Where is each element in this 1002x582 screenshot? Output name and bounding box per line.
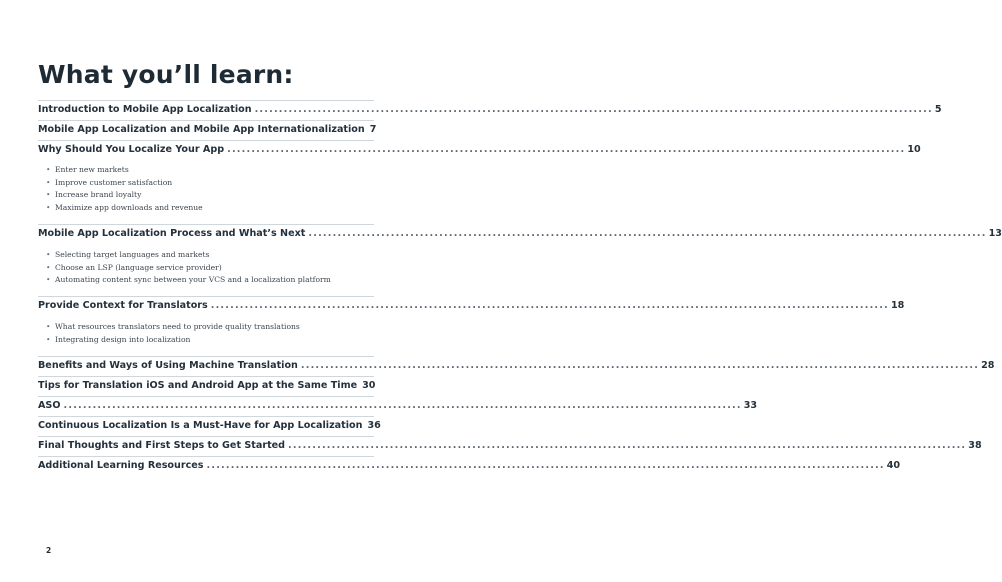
toc-entry-title: Mobile App Localization and Mobile App Internationalization xyxy=(38,124,365,135)
toc-leader-dots xyxy=(255,104,933,115)
toc-subitem: • Maximize app downloads and revenue xyxy=(46,202,203,215)
toc-entry[interactable] xyxy=(38,380,374,394)
toc-entry-page: 38 xyxy=(968,440,982,451)
toc-leader-dots xyxy=(288,440,966,451)
toc-entry[interactable] xyxy=(38,400,758,414)
toc-subitem: • Improve customer satisfaction xyxy=(46,177,203,190)
toc-entry-page: 40 xyxy=(886,460,901,471)
toc-subitem: • Enter new markets xyxy=(46,164,203,177)
toc-entry-page: 5 xyxy=(934,104,942,115)
toc-leader-dots xyxy=(211,300,889,311)
divider xyxy=(38,436,374,437)
toc-entry-page: 36 xyxy=(367,420,381,431)
divider xyxy=(38,296,374,297)
toc-entry-title: Mobile App Localization Process and What’s Next xyxy=(38,228,306,239)
toc-entry[interactable] xyxy=(38,440,982,454)
toc-entry[interactable] xyxy=(38,144,921,158)
bullet-dot: • xyxy=(46,165,51,174)
page-number: 2 xyxy=(46,546,52,555)
bullet-dot: • xyxy=(46,250,51,259)
toc-entry[interactable] xyxy=(38,104,942,118)
toc-entry-page: 30 xyxy=(362,380,376,391)
divider xyxy=(38,100,374,101)
toc-entry-title: Tips for Translation iOS and Android App at the Same Time xyxy=(38,380,358,391)
toc-subitem: • What resources translators need to provide quality translations xyxy=(46,321,300,334)
bullet-dot: • xyxy=(46,322,51,331)
toc-subitem: • Choose an LSP (language service provider) xyxy=(46,262,331,275)
divider xyxy=(38,140,374,141)
toc-entry-title: Additional Learning Resources xyxy=(38,460,204,471)
toc-entry-title: Final Thoughts and First Steps to Get Started xyxy=(38,440,286,451)
toc-entry-page: 13 xyxy=(988,228,1002,239)
toc-leader-dots xyxy=(207,460,885,471)
divider xyxy=(38,120,374,121)
toc-entry-title: Continuous Localization Is a Must-Have for App Localization xyxy=(38,420,363,431)
toc-entry[interactable] xyxy=(38,300,905,314)
toc-subitem: • Automating content sync between your VCS and a localization platform xyxy=(46,274,331,287)
toc-subitem: • Increase brand loyalty xyxy=(46,189,203,202)
divider xyxy=(38,376,374,377)
toc-entry-page: 33 xyxy=(743,400,758,411)
page-title: What you’ll learn: xyxy=(38,60,294,89)
toc-entry-title: Introduction to Mobile App Localization xyxy=(38,104,252,115)
toc-entry-title: Benefits and Ways of Using Machine Translation xyxy=(38,360,298,371)
toc-leader-dots xyxy=(227,144,905,155)
toc-entry-page: 18 xyxy=(890,300,905,311)
toc-entry-title: Why Should You Localize Your App xyxy=(38,144,225,155)
toc-subitems xyxy=(46,321,300,346)
bullet-dot: • xyxy=(46,202,51,212)
divider xyxy=(38,416,374,417)
divider xyxy=(38,356,374,357)
toc-entry[interactable] xyxy=(38,420,381,434)
toc-subitems xyxy=(46,164,203,214)
toc-leader-dots xyxy=(64,400,742,411)
toc-subitem: • Selecting target languages and markets xyxy=(46,249,331,262)
toc-entry[interactable] xyxy=(38,360,995,374)
toc-entry[interactable] xyxy=(38,228,1002,242)
toc-subitem: • Integrating design into localization xyxy=(46,334,300,347)
toc-leader-dots xyxy=(308,228,986,239)
toc-subitems xyxy=(46,249,331,287)
toc-entry-title: ASO xyxy=(38,400,61,411)
toc-entry-page: 28 xyxy=(981,360,995,371)
toc-entry[interactable] xyxy=(38,460,901,474)
toc-entry-title: Provide Context for Translators xyxy=(38,300,208,311)
bullet-dot: • xyxy=(46,177,51,187)
toc-entry[interactable] xyxy=(38,124,377,138)
divider xyxy=(38,224,374,225)
bullet-dot: • xyxy=(46,334,51,344)
divider xyxy=(38,396,374,397)
bullet-dot: • xyxy=(46,275,51,285)
bullet-dot: • xyxy=(46,262,51,272)
bullet-dot: • xyxy=(46,190,51,200)
toc-entry-page: 7 xyxy=(369,124,377,135)
divider xyxy=(38,456,374,457)
toc-leader-dots xyxy=(301,360,979,371)
toc-entry-page: 10 xyxy=(907,144,921,155)
